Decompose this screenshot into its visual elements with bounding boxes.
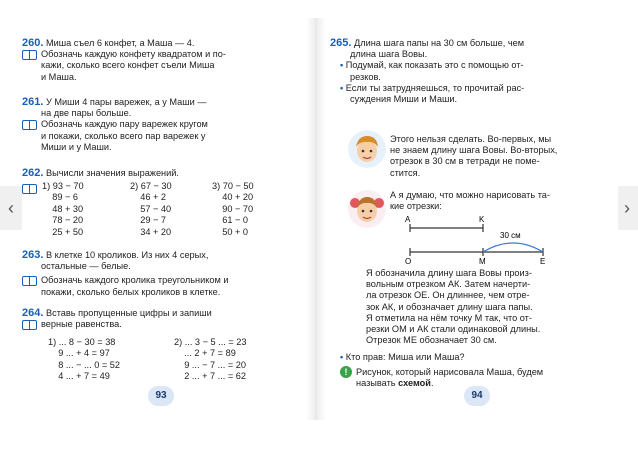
question — [340, 352, 628, 363]
prev-page-button[interactable] — [0, 186, 22, 230]
left-page — [22, 18, 302, 420]
page-number: 93 — [148, 386, 174, 406]
label-m: M — [479, 257, 486, 264]
note-text: называть — [356, 378, 399, 389]
label-a: A — [405, 215, 411, 224]
question-text: Кто прав: Миша или Маша? — [345, 352, 465, 362]
book-gutter — [306, 18, 326, 420]
chevron-left-icon: ‹ — [8, 198, 14, 218]
misha-speech — [390, 134, 618, 179]
misha-avatar-icon — [348, 130, 386, 168]
task-text: Вычисли значения выражений. — [45, 168, 179, 178]
speech-text: Этого нельзя сделать. Во-первых, мы — [390, 134, 552, 144]
note-text: Рисунок, который нарисовала Маша, будем — [356, 367, 544, 377]
task-text: Обозначь каждую конфету квадратом и по- — [41, 49, 226, 60]
paragraph-line: резки ОМ и АК стали одинаковой длины. — [366, 324, 541, 335]
task-text: и покажи, сколько всего пар варежек у — [41, 130, 206, 141]
bullet-icon: • — [340, 82, 346, 93]
task-text: Миши и у Маши. — [41, 141, 112, 152]
expressions-column-2: 2) 67 − 30 46 + 2 57 − 40 29 − 7 34 + 20 — [130, 181, 172, 237]
task-text: на две пары больше. — [41, 108, 132, 119]
task-262 — [22, 168, 302, 179]
task-text: суждения Миши и Маши. — [350, 94, 458, 105]
measure-label: 30 см — [500, 231, 521, 240]
task-text: В клетке 10 кроликов. Из них 4 серых, — [45, 250, 209, 260]
speech-text: не знаем длину шага Вовы. Во-вторых, — [390, 145, 558, 156]
page-number: 94 — [464, 386, 490, 406]
task-text: Длина шага папы на 30 см больше, чем — [353, 38, 525, 48]
book-icon — [22, 50, 37, 60]
task-text: Обозначь каждую пару варежек кругом — [41, 119, 208, 130]
right-page — [330, 18, 618, 420]
task-text: Миша съел 6 конфет, а Маша — 4. — [45, 38, 195, 48]
bullet-icon: • — [340, 352, 346, 362]
task-text: Если ты затрудняешься, то прочитай рас- — [345, 82, 525, 93]
expressions-column-1: 1) 93 − 70 89 − 6 48 + 30 78 − 20 25 + 50 — [42, 181, 84, 237]
task-text: остальные — белые. — [41, 261, 131, 272]
segment-diagram — [400, 212, 550, 264]
book-icon — [22, 320, 37, 330]
task-text: покажи, сколько белых кроликов в клетке. — [41, 286, 221, 297]
speech-text: кие отрезки: — [390, 201, 442, 212]
equations-column-2: 2) ... 3 − 5 ... = 23 ... 2 + 7 = 89 9 ... − 7 ... = 20 2 ... + 7 ... = 62 — [174, 337, 247, 382]
label-k: K — [479, 215, 485, 224]
task-260 — [22, 38, 302, 83]
paragraph-line: зок АК, и обозначает длину шага папы. — [366, 301, 533, 312]
masha-avatar-icon — [348, 190, 386, 228]
task-number: 263. — [22, 249, 44, 261]
task-number: 264. — [22, 307, 44, 319]
task-text: Вставь пропущенные цифры и запиши — [45, 308, 212, 318]
task-number: 261. — [22, 96, 44, 108]
speech-text: А я думаю, что можно нарисовать та- — [390, 190, 550, 200]
label-e: E — [540, 257, 546, 264]
note-keyword: схемой — [398, 378, 431, 389]
task-text: длина шага Вовы. — [350, 49, 428, 60]
task-number: 265. — [330, 37, 352, 49]
speech-text: стится. — [390, 167, 421, 178]
note-text: . — [430, 378, 434, 389]
chevron-right-icon: › — [624, 198, 630, 218]
paragraph-line: Я обозначила длину шага Вовы произ- — [366, 268, 532, 278]
task-text: кажи, сколько всего конфет съели Миша — [41, 60, 215, 71]
book-icon — [22, 276, 37, 286]
book-icon — [22, 120, 37, 130]
task-text: резков. — [350, 71, 381, 82]
task-265 — [330, 38, 618, 105]
task-text: и Маша. — [41, 71, 77, 82]
paragraph-line: ла отрезок ОЕ. Он длиннее, чем отре- — [366, 290, 530, 301]
masha-speech — [390, 190, 618, 212]
equations-column-1: 1) ... 8 − 30 = 38 9 ... + 4 = 97 8 ... − ... 0 = 52 4 ... + 7 = 49 — [48, 337, 121, 382]
paragraph-line: вольным отрезком АК. Затем начерти- — [366, 279, 531, 290]
task-261 — [22, 97, 302, 153]
bullet-icon: • — [340, 60, 346, 71]
exclamation-icon: ! — [340, 366, 352, 378]
speech-text: отрезок в 30 см в тетради не поме- — [390, 156, 540, 167]
book-icon — [22, 184, 37, 194]
expressions-column-3: 3) 70 − 50 40 + 20 90 − 70 61 − 0 50 + 0 — [212, 181, 254, 237]
task-263 — [22, 250, 302, 298]
task-text: У Миши 4 пары варежек, а у Маши — — [45, 97, 207, 107]
label-o: O — [405, 257, 412, 264]
task-text: Обозначь каждого кролика треугольником и — [41, 275, 229, 286]
task-text: Подумай, как показать это с помощью от- — [345, 60, 524, 71]
measure-arc — [483, 243, 543, 252]
masha-explanation — [366, 268, 616, 346]
paragraph-line: Я отметила на нём точку М так, что от- — [366, 312, 532, 323]
task-264 — [22, 308, 302, 330]
task-text: верные равенства. — [41, 319, 122, 330]
task-number: 260. — [22, 37, 44, 49]
next-page-button[interactable] — [616, 186, 638, 230]
paragraph-line: Отрезок МЕ обозначает 30 см. — [366, 335, 497, 346]
task-number: 262. — [22, 167, 44, 179]
